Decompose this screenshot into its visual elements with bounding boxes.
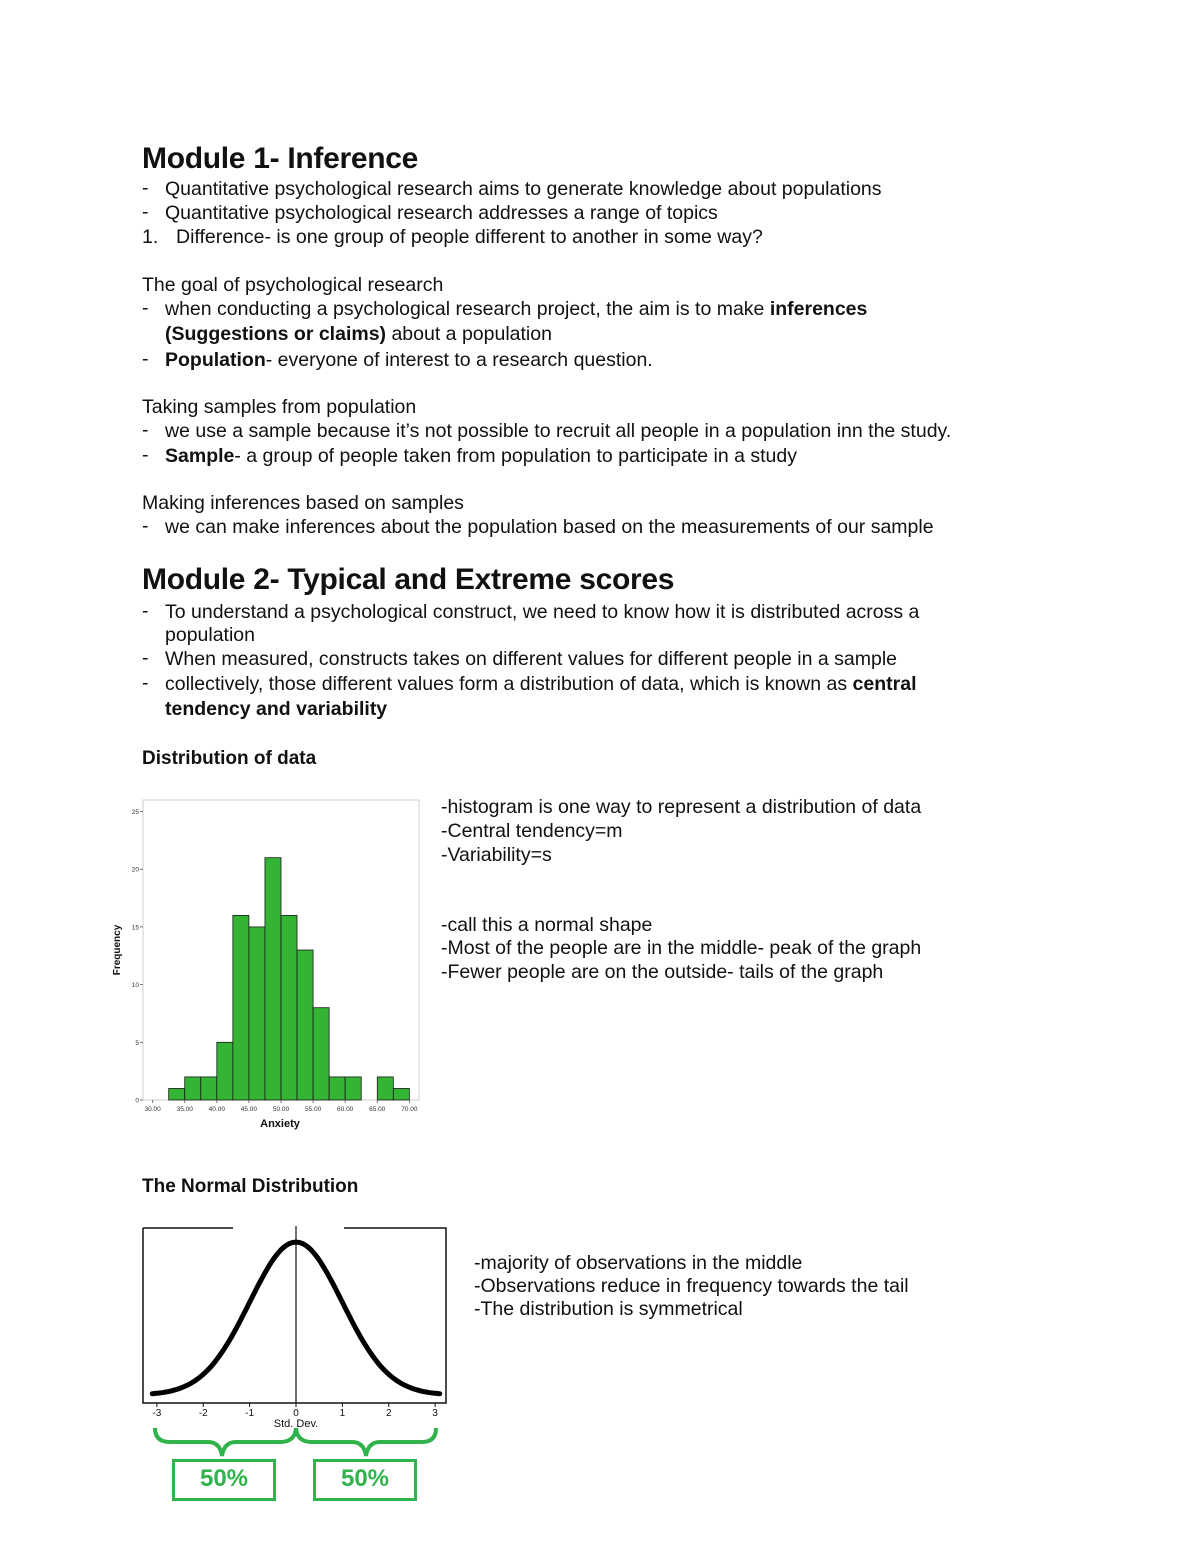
x-tick-label: -2 <box>198 1408 208 1419</box>
x-tick-label: 65.00 <box>369 1106 386 1113</box>
hist-note-3: -Variability=s <box>441 844 552 866</box>
module1-bullet-2: Quantitative psychological research addresses a range of topics <box>165 202 718 224</box>
module2-bullet-3-cont: tendency and variability <box>165 698 388 720</box>
normal-note-1: -majority of observations in the middle <box>474 1252 803 1274</box>
histogram-bar <box>329 1077 345 1100</box>
x-tick-label: -3 <box>152 1408 162 1419</box>
inference-bullet-1: we can make inferences about the population based on the measurements of our sample <box>165 516 934 538</box>
histogram-bar <box>169 1088 185 1100</box>
goal-heading: The goal of psychological research <box>142 274 444 296</box>
histogram-bar <box>345 1077 361 1100</box>
histogram-bar <box>297 950 313 1100</box>
bullet-dash: - <box>142 201 149 223</box>
x-tick-label: 3 <box>432 1408 438 1419</box>
module2-bullet-3: collectively, those different values form a distribution of data, which is known as central <box>165 673 917 695</box>
bullet-dash: - <box>142 297 149 319</box>
y-tick-label: 25 <box>131 809 139 817</box>
right-brace <box>296 1428 436 1456</box>
module2-title: Module 2- Typical and Extreme scores <box>142 563 675 596</box>
shape-note-3: -Fewer people are on the outside- tails of the graph <box>441 961 884 983</box>
left-brace <box>155 1428 296 1456</box>
numbered-marker: 1. <box>142 226 159 248</box>
module1-title: Module 1- Inference <box>142 142 419 175</box>
x-tick-label: 45.00 <box>240 1106 258 1113</box>
sampling-heading: Taking samples from population <box>142 396 417 418</box>
inference-heading: Making inferences based on samples <box>142 492 464 514</box>
left-percent-box: 50% <box>172 1459 276 1501</box>
x-tick-label: 60.00 <box>337 1106 354 1113</box>
histogram-bar <box>249 927 265 1100</box>
x-tick-label: 55.00 <box>304 1106 322 1113</box>
bullet-dash: - <box>142 647 149 669</box>
shape-note-2: -Most of the people are in the middle- peak of the graph <box>441 937 922 959</box>
histogram-bar <box>265 858 281 1100</box>
bullet-dash: - <box>142 515 149 537</box>
histogram-bar <box>201 1077 217 1100</box>
x-tick-label: 40.00 <box>208 1106 225 1113</box>
distribution-heading: Distribution of data <box>142 748 317 769</box>
histogram-bar <box>313 1008 329 1100</box>
hist-note-1: -histogram is one way to represent a distribution of data <box>441 796 922 818</box>
normal-note-3: -The distribution is symmetrical <box>474 1298 743 1320</box>
x-tick-label: 30.00 <box>144 1106 161 1113</box>
right-percent-box: 50% <box>313 1459 417 1501</box>
sampling-bullet-1: we use a sample because it’s not possible to recruit all people in a population inn the study. <box>165 420 952 442</box>
bullet-dash: - <box>142 419 149 441</box>
bullet-dash: - <box>142 672 149 694</box>
module2-bullet-2: When measured, constructs takes on different values for different people in a sample <box>165 648 898 670</box>
bullet-dash: - <box>142 177 149 199</box>
histogram-bar <box>393 1088 409 1100</box>
normal-note-2: -Observations reduce in frequency towards the tail <box>474 1275 909 1297</box>
histogram-bar <box>377 1077 393 1100</box>
y-axis-label: Frequency <box>112 924 123 976</box>
module2-bullet-1: To understand a psychological construct, we need to know how it is distributed across a <box>165 601 920 623</box>
x-tick-label: -1 <box>245 1408 255 1419</box>
numbered-item: Difference- is one group of people different to another in some way? <box>176 226 763 248</box>
x-tick-label: 35.00 <box>176 1106 193 1113</box>
histogram-bar <box>217 1042 233 1100</box>
x-tick-label: 70.00 <box>401 1106 418 1113</box>
x-tick-label: 1 <box>339 1408 346 1419</box>
x-axis-label: Std. Dev. <box>273 1418 319 1430</box>
x-axis-label: Anxiety <box>260 1118 300 1130</box>
goal-bullet-1: when conducting a psychological research project, the aim is to make inferences <box>165 298 868 320</box>
x-tick-label: 50.00 <box>272 1106 290 1113</box>
bullet-dash: - <box>142 600 149 622</box>
shape-note-1: -call this a normal shape <box>441 914 653 936</box>
hist-note-2: -Central tendency=m <box>441 820 623 842</box>
histogram-bar <box>281 915 297 1100</box>
module2-bullet-1-cont: population <box>165 624 255 646</box>
y-tick-label: 20 <box>131 866 139 874</box>
histogram-chart <box>108 790 428 1135</box>
bullet-dash: - <box>142 348 149 370</box>
y-tick-label: 10 <box>131 982 139 990</box>
sampling-bullet-2: Sample- a group of people taken from population to participate in a study <box>165 445 797 467</box>
histogram-bar <box>233 915 249 1100</box>
y-tick-label: 15 <box>131 924 139 932</box>
y-tick-label: 5 <box>135 1039 139 1047</box>
module1-bullet-1: Quantitative psychological research aims to generate knowledge about populations <box>165 178 882 200</box>
goal-bullet-1-cont: (Suggestions or claims) about a population <box>165 323 552 345</box>
histogram-bar <box>185 1077 201 1100</box>
normal-heading: The Normal Distribution <box>142 1176 359 1197</box>
bullet-dash: - <box>142 444 149 466</box>
y-tick-label: 0 <box>135 1097 139 1105</box>
goal-bullet-2: Population- everyone of interest to a research question. <box>165 349 653 371</box>
x-tick-label: 0 <box>293 1408 299 1419</box>
plot-frame <box>143 1228 446 1403</box>
x-tick-label: 2 <box>385 1408 392 1419</box>
